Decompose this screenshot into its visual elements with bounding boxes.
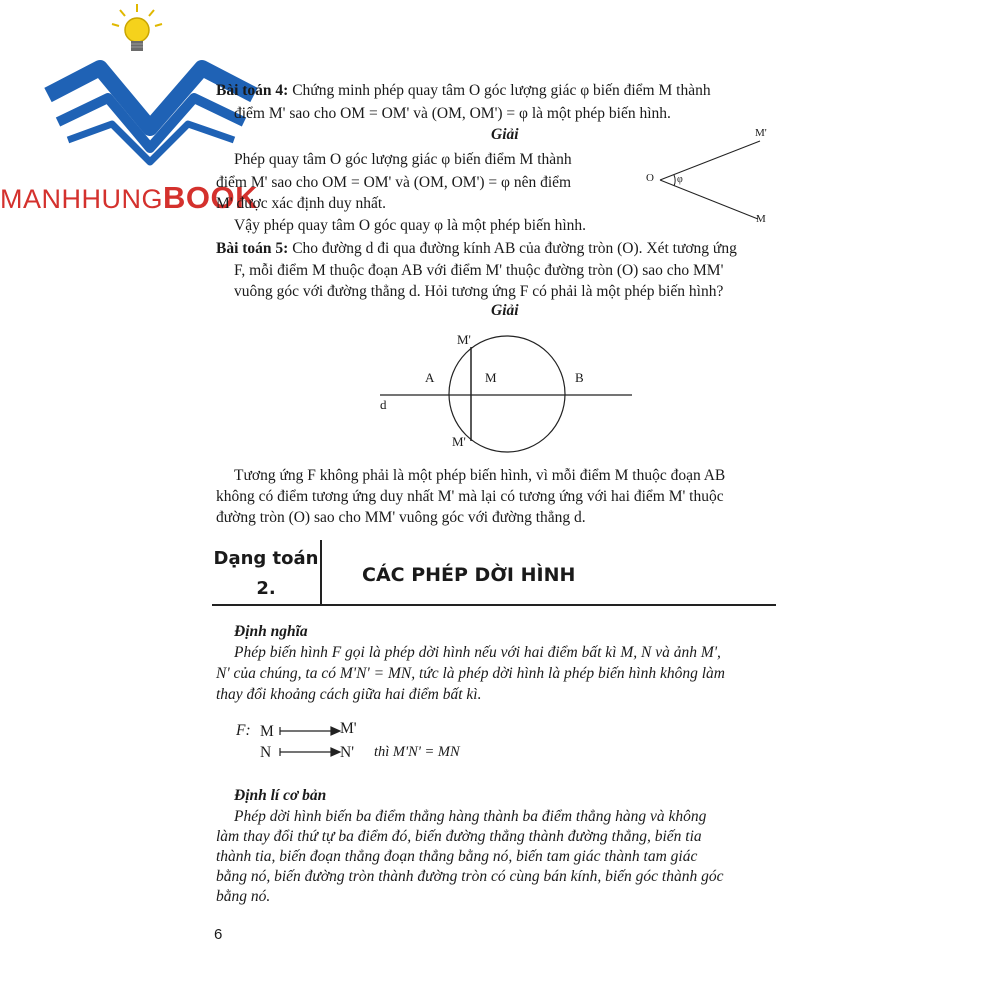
problem4-text-1: Chứng minh phép quay tâm O góc lượng giác φ biến điểm M thành <box>292 82 711 99</box>
problem5-text-2: F, mỗi điểm M thuộc đoạn AB với điểm M' thuộc đường tròn (O) sao cho MM' <box>234 262 724 279</box>
problem4-solution-3: M' được xác định duy nhất. <box>216 195 387 212</box>
problem4-solution-4: Vậy phép quay tâm O góc quay φ là một phép biến hình. <box>234 217 587 234</box>
problem5-text-3: vuông góc với đường thẳng d. Hỏi tương ứng F có phải là một phép biến hình? <box>234 283 724 300</box>
problem4-solution-1: Phép quay tâm O góc lượng giác φ biến điểm M thành <box>234 151 572 168</box>
circle-diameter-diagram <box>370 325 640 455</box>
theorem-text-4: bằng nó, biến đường tròn thành đường tròn có cùng bán kính, biến góc thành góc <box>216 868 724 885</box>
mapping-f: F: <box>236 722 251 739</box>
mapping-m-prime: M' <box>340 720 357 737</box>
problem4-solution-2: điểm M' sao cho OM = OM' và (OM, OM') = φ nên điểm <box>216 174 572 191</box>
theorem-text-1: Phép dời hình biến ba điểm thẳng hàng thành ba điểm thẳng hàng và không <box>234 808 707 825</box>
page-number: 6 <box>214 926 223 943</box>
circle-figure <box>370 325 640 455</box>
section-divider <box>320 540 322 604</box>
label-b: B <box>575 370 584 385</box>
brand-main-text: MANHHUNG <box>0 184 163 214</box>
theorem-text-3: thành tia, biến đoạn thẳng đoạn thẳng bằng nó, biến tam giác thành tam giác <box>216 848 698 865</box>
theorem-heading: Định lí cơ bản <box>234 787 327 804</box>
problem5-solution-title: Giải <box>491 302 519 319</box>
mapping-n: N <box>260 744 272 761</box>
mapping-n-prime: N' <box>340 744 354 761</box>
section-bottom-rule <box>212 604 776 606</box>
label-m-prime-top: M' <box>457 332 471 347</box>
label-d: d <box>380 397 387 412</box>
rotation-figure <box>640 125 780 230</box>
mapping-diagram <box>236 715 496 765</box>
problem5-text-1: Cho đường d đi qua đường kính AB của đường tròn (O). Xét tương ứng <box>292 240 737 257</box>
problem4-line1 <box>216 80 711 101</box>
theorem-text-2: làm thay đổi thứ tự ba điểm đó, biến đường thẳng thành đường thẳng, biến tia <box>216 828 702 845</box>
problem5-line1 <box>216 238 737 259</box>
problem5-answer-3: đường tròn (O) sao cho MM' vuông góc với đường thẳng d. <box>216 509 586 526</box>
definition-heading: Định nghĩa <box>234 623 308 640</box>
section-banner <box>212 540 776 606</box>
definition-text-3: thay đổi khoảng cách giữa hai điểm bất kì. <box>216 686 482 703</box>
label-o: O <box>646 172 654 184</box>
label-m-center: M <box>485 370 497 385</box>
definition-text-1: Phép biến hình F gọi là phép dời hình nếu với hai điểm bất kì M, N và ảnh M', <box>234 644 721 661</box>
definition-text-2: N' của chúng, ta có M'N' = MN, tức là phép dời hình là phép biến hình không làm <box>216 665 725 682</box>
label-phi: φ <box>677 174 683 185</box>
mapping-condition: thì M'N' = MN <box>374 744 460 760</box>
label-m-prime: M' <box>755 127 767 139</box>
section-type-label-2: 2. <box>256 578 276 599</box>
problem5-answer-2: không có điểm tương ứng duy nhất M' mà lại có tương ứng với hai điểm M' thuộc <box>216 488 724 505</box>
label-a: A <box>425 370 435 385</box>
section-type-label-1: Dạng toán <box>213 548 319 569</box>
mapping-m: M <box>260 723 274 740</box>
label-m: M <box>756 213 766 225</box>
problem4-label: Bài toán 4: <box>216 82 289 99</box>
theorem-text-5: bằng nó. <box>216 888 271 905</box>
label-m-prime-bottom: M' <box>452 434 466 449</box>
problem4-text-2: điểm M' sao cho OM = OM' và (OM, OM') = φ là một phép biến hình. <box>234 105 671 122</box>
problem5-answer-1: Tương ứng F không phải là một phép biến hình, vì mỗi điểm M thuộc đoạn AB <box>234 467 726 484</box>
section-title: CÁC PHÉP DỜI HÌNH <box>362 564 576 586</box>
maps-to-arrows <box>276 715 346 765</box>
problem5-label: Bài toán 5: <box>216 240 289 257</box>
brand-accent-text: BOOK <box>163 180 258 215</box>
problem4-solution-title: Giải <box>491 126 519 143</box>
